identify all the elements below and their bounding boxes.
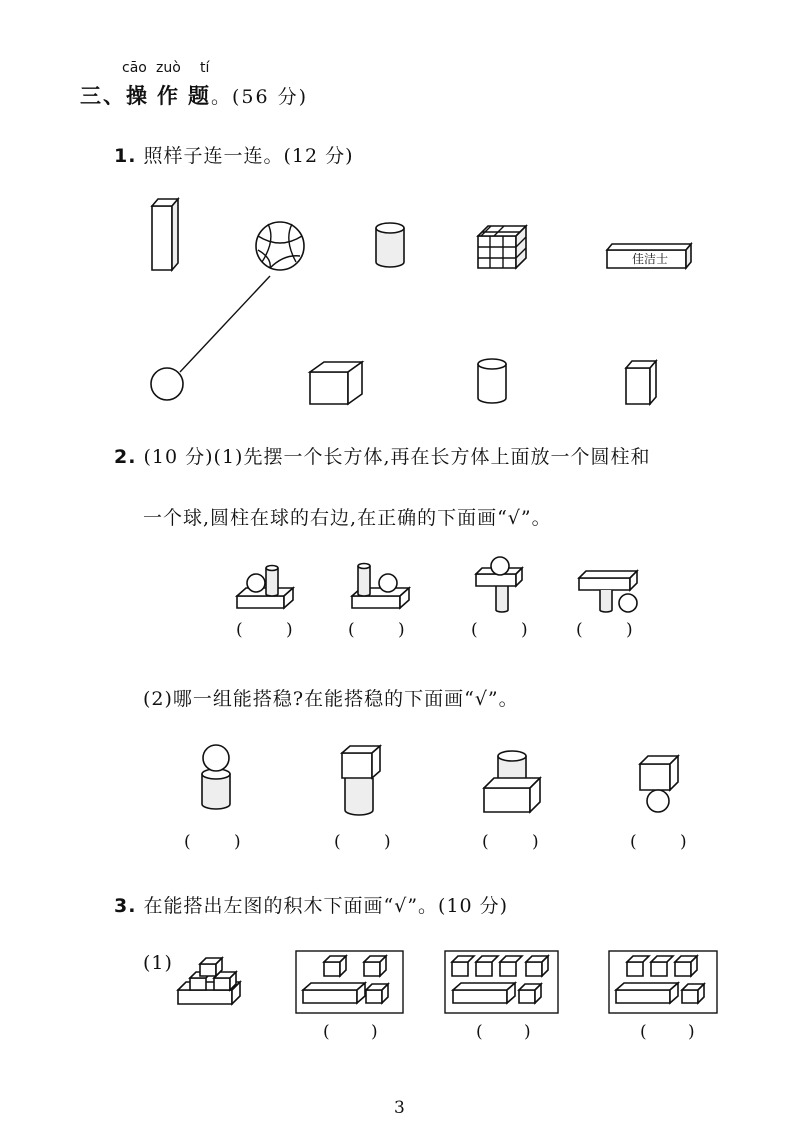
q2-number: 2. xyxy=(114,446,137,468)
blank-c-close[interactable]: ) xyxy=(521,620,550,640)
blank-j-close[interactable]: ) xyxy=(524,1022,553,1042)
q2-sub2: (2)哪一组能搭稳?在能搭稳的下面画“√”。 xyxy=(143,688,519,710)
blank-a-close[interactable]: ) xyxy=(286,620,315,640)
blank-k-open: ( xyxy=(640,1022,669,1042)
blank-i-open: ( xyxy=(323,1022,352,1042)
blank-f-open: ( xyxy=(334,832,363,852)
blank-b-close[interactable]: ) xyxy=(398,620,427,640)
blank-j-open: ( xyxy=(476,1022,505,1042)
q2-text-line1: (10 分)(1)先摆一个长方体,再在长方体上面放一个圆柱和 xyxy=(143,446,651,468)
blank-i-close[interactable]: ) xyxy=(371,1022,400,1042)
title-char-1: 操 xyxy=(126,83,149,108)
pinyin-3: tí xyxy=(200,60,210,76)
q1-text: 照样子连一连。(12 分) xyxy=(143,145,354,167)
toothpaste-label: 佳洁士 xyxy=(632,252,669,266)
blank-e-open: ( xyxy=(184,832,213,852)
stacked-structure xyxy=(178,958,240,1004)
blank-e-close[interactable]: ) xyxy=(234,832,263,852)
q1-number: 1. xyxy=(114,145,137,167)
blank-d-close[interactable]: ) xyxy=(626,620,655,640)
blank-c-open: ( xyxy=(471,620,500,640)
q3-sub-label: (1) xyxy=(143,952,173,974)
title-prefix: 三、 xyxy=(80,83,126,108)
q3-number: 3. xyxy=(114,895,137,917)
blank-h-open: ( xyxy=(630,832,659,852)
option-box-3 xyxy=(609,951,717,1013)
blank-g-open: ( xyxy=(482,832,511,852)
title-char-3: 题 xyxy=(188,83,211,108)
option-box-2 xyxy=(445,951,558,1013)
blank-g-close[interactable]: ) xyxy=(532,832,561,852)
q3-answer-blanks xyxy=(0,1022,800,1046)
title-suffix: 。(56 分) xyxy=(211,86,309,108)
page-number: 3 xyxy=(394,1098,405,1118)
blank-h-close[interactable]: ) xyxy=(680,832,709,852)
q3-text: 在能搭出左图的积木下面画“√”。(10 分) xyxy=(143,895,509,917)
option-box-1 xyxy=(296,951,403,1013)
q2-line2: 一个球,圆柱在球的右边,在正确的下面画“√”。 xyxy=(143,507,552,529)
blank-a-open: ( xyxy=(236,620,265,640)
pinyin-1: cāo xyxy=(122,60,147,76)
pinyin-2: zuò xyxy=(156,60,181,76)
blank-b-open: ( xyxy=(348,620,377,640)
blank-f-close[interactable]: ) xyxy=(384,832,413,852)
blank-d-open: ( xyxy=(576,620,605,640)
blank-k-close[interactable]: ) xyxy=(688,1022,717,1042)
title-char-2: 作 xyxy=(157,83,180,108)
